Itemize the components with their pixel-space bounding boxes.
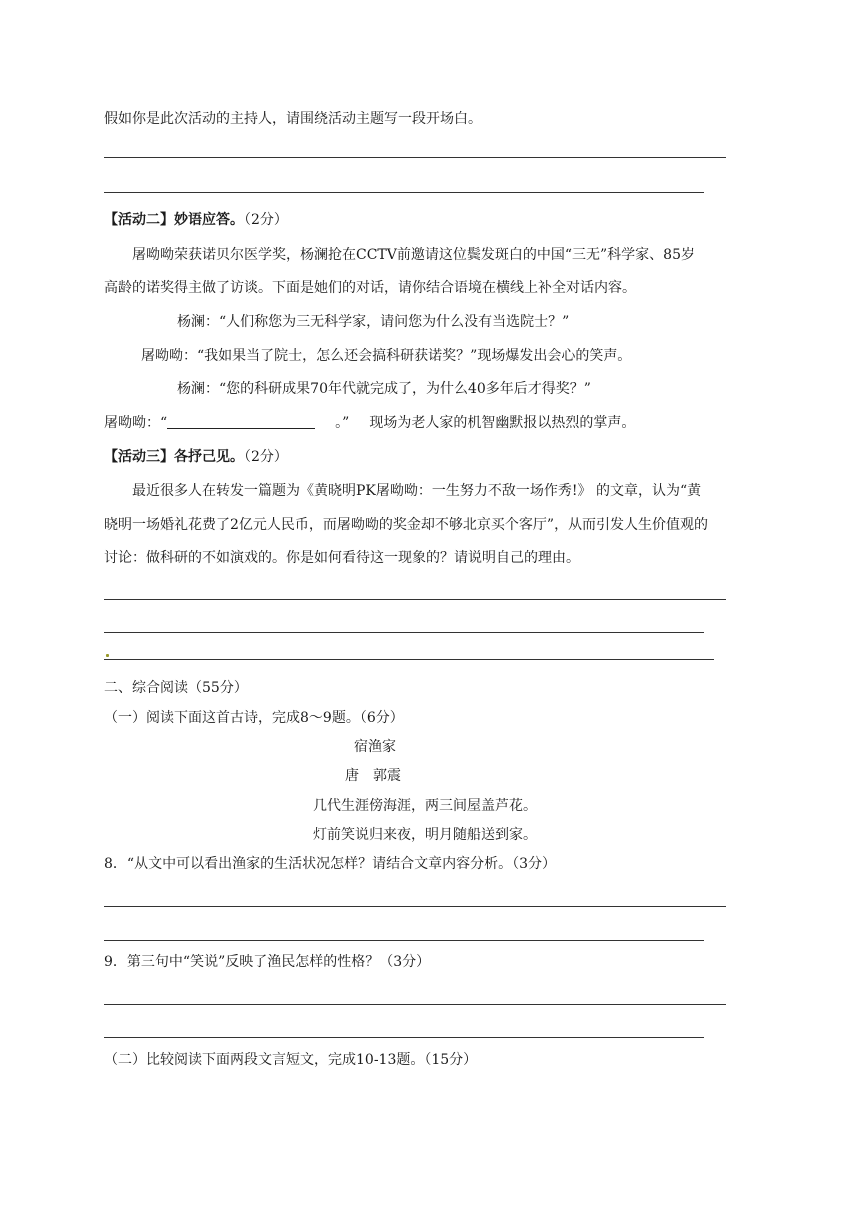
activity3-title: 【活动三】各抒己见。 [104,449,244,465]
poem-title: 宿渔家 [354,739,396,755]
dialog-line-2: 屠呦呦：“我如果当了院士，怎么还会搞科研获诺奖？”现场爆发出会心的笑声。 [141,348,632,364]
answer-prefix: 屠呦呦：“ [104,415,168,431]
answer-line [104,1037,704,1038]
dialog-answer-line [104,414,635,432]
activity2-intro-line2: 高龄的诺奖得主做了访谈。下面是她们的对话，请你结合语境在横线上补全对话内容。 [104,280,636,296]
activity3-line3: 讨论：做科研的不如演戏的。你是如何看待这一现象的？请说明自己的理由。 [104,550,580,566]
section2-title: 二、综合阅读（55分） [104,680,248,696]
poem-line-2: 灯前笑说归来夜，明月随船送到家。 [313,827,537,843]
activity3-points: （2分） [244,449,288,465]
answer-line [104,1004,726,1005]
question-8: 8．“从文中可以看出渔家的生活状况怎样？请结合文章内容分析。（3分） [104,856,556,872]
host-prompt: 假如你是此次活动的主持人，请围绕活动主题写一段开场白。 [104,111,482,127]
poem-line-1: 几代生涯傍海涯，两三间屋盖芦花。 [313,798,537,814]
activity2-heading [104,211,288,229]
part1-instruction: （一）阅读下面这首古诗，完成8～9题。（6分） [104,710,404,726]
activity2-points: （2分） [244,212,288,228]
activity3-line1: 最近很多人在转发一篇题为《黄晓明PK屠呦呦：一生努力不敌一场作秀!》 的文章，认为“黄 [132,483,702,499]
activity2-intro-line1: 屠呦呦荣获诺贝尔医学奖，杨澜抢在CCTV前邀请这位鬓发斑白的中国“三无”科学家、85岁 [132,247,695,263]
answer-line [104,632,704,633]
answer-blank[interactable] [167,414,315,429]
activity2-title: 【活动二】妙语应答。 [104,212,244,228]
part2-instruction: （二）比较阅读下面两段文言短文，完成10-13题。（15分） [104,1052,478,1068]
answer-line [104,599,726,600]
answer-suffix: 。” [335,415,350,431]
answer-line [104,940,704,941]
answer-line [104,906,726,907]
dialog-line-3: 杨澜：“您的科研成果70年代就完成了，为什么40多年后才得奖？” [177,381,591,397]
activity3-line2: 晓明一场婚礼花费了2亿元人民币，而屠呦呦的奖金却不够北京买个客厅”，从而引发人生价值观的 [104,517,709,533]
activity3-heading [104,448,288,466]
stray-mark [106,654,109,657]
answer-tail: 现场为老人家的机智幽默报以热烈的掌声。 [369,415,636,431]
dialog-line-1: 杨澜：“人们称您为三无科学家，请问您为什么没有当选院士？” [177,314,570,330]
answer-line [104,157,726,158]
answer-line [104,659,714,660]
question-9: 9．第三句中“笑说”反映了渔民怎样的性格？（3分） [104,954,431,970]
poem-author: 唐 郭震 [345,768,401,784]
answer-line [104,192,704,193]
